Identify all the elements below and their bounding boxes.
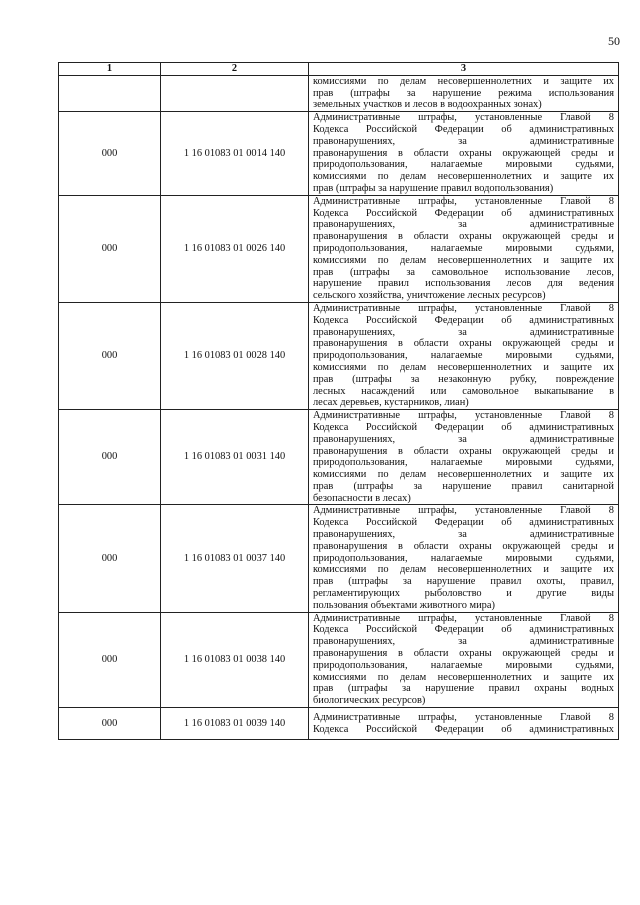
description-line: комиссиями по делам несовершеннолетних и защите их — [313, 254, 614, 266]
description-line: пользования объектами животного мира) — [313, 599, 495, 611]
header-col-3: 3 — [309, 63, 619, 76]
admin-code-cell: 000 — [59, 505, 161, 612]
budget-classification-code-cell: 1 16 01083 01 0031 140 — [161, 410, 309, 505]
description-line: Кодекса Российской Федерации об административных — [313, 517, 614, 529]
description-line: Кодекса Российской Федерации об административных — [313, 723, 614, 735]
admin-code-cell: 000 — [59, 708, 161, 740]
description-line: сельского хозяйства, уничтожение лесных ресурсов) — [313, 290, 546, 302]
description-cell — [309, 75, 619, 111]
admin-code-cell: 000 — [59, 612, 161, 707]
description-line: прав (штрафы за нарушение правил охоты, правил, — [313, 576, 614, 588]
table-row — [59, 195, 619, 302]
table-row — [59, 302, 619, 409]
description-line: лесах деревьев, кустарников, лиан) — [313, 397, 469, 409]
description-line: Административные штрафы, установленные Главой 8 — [313, 410, 614, 422]
description-cell — [309, 112, 619, 196]
table-row — [59, 505, 619, 612]
description-line: правонарушениях, за административные — [313, 219, 614, 231]
description-cell — [309, 302, 619, 409]
description-line: правонарушения в области охраны окружающей среды и — [313, 445, 614, 457]
table-row — [59, 112, 619, 196]
description-line: Административные штрафы, установленные Главой 8 — [313, 711, 614, 723]
budget-classification-code-cell: 1 16 01083 01 0037 140 — [161, 505, 309, 612]
description-line: прав (штрафы за незаконную рубку, повреждение — [313, 373, 614, 385]
description-line: прав (штрафы за нарушение правил охраны водных — [313, 683, 614, 695]
header-row — [59, 63, 619, 76]
admin-code-cell: 000 — [59, 410, 161, 505]
description-cell — [309, 195, 619, 302]
admin-code-cell: 000 — [59, 302, 161, 409]
table-row — [59, 612, 619, 707]
budget-classification-code-cell: 1 16 01083 01 0014 140 — [161, 112, 309, 196]
description-line: комиссиями по делам несовершеннолетних и защите их — [313, 171, 614, 183]
description-line: прав (штрафы за нарушение режима использования — [313, 87, 614, 99]
description-cell — [309, 708, 619, 740]
description-line: Кодекса Российской Федерации об административных — [313, 207, 614, 219]
continuation-row — [59, 75, 619, 111]
description-line: природопользования, налагаемые мировыми судьями, — [313, 552, 614, 564]
description-line: комиссиями по делам несовершеннолетних и защите их — [313, 469, 614, 481]
table-row — [59, 410, 619, 505]
description-line: регламентирующих рыболовство и другие виды — [313, 588, 614, 600]
page-number: 50 — [608, 34, 620, 48]
description-line: природопользования, налагаемые мировыми судьями, — [313, 659, 614, 671]
description-line: Кодекса Российской Федерации об административных — [313, 123, 614, 135]
description-line: природопользования, налагаемые мировыми судьями, — [313, 350, 614, 362]
description-line: комиссиями по делам несовершеннолетних и защите их — [313, 361, 614, 373]
description-line: правонарушениях, за административные — [313, 636, 614, 648]
description-line: лесных насаждений или самовольное выкапывание в — [313, 385, 614, 397]
budget-classification-code-cell: 1 16 01083 01 0039 140 — [161, 708, 309, 740]
description-line: Кодекса Российской Федерации об административных — [313, 314, 614, 326]
description-line: биологических ресурсов) — [313, 695, 426, 707]
description-line: природопользования, налагаемые мировыми судьями, — [313, 242, 614, 254]
budget-classification-code-cell: 1 16 01083 01 0026 140 — [161, 195, 309, 302]
description-line: Административные штрафы, установленные Главой 8 — [313, 195, 614, 207]
description-line: нарушение правил использования лесов для ведения — [313, 278, 614, 290]
description-line: правонарушения в области охраны окружающей среды и — [313, 338, 614, 350]
description-line: прав (штрафы за нарушение правил водопользования) — [313, 182, 554, 194]
description-line: прав (штрафы за самовольное использование лесов, — [313, 266, 614, 278]
admin-code-cell: 000 — [59, 112, 161, 196]
budget-classification-code-cell: 1 16 01083 01 0038 140 — [161, 612, 309, 707]
description-line: безопасности в лесах) — [313, 492, 411, 504]
description-line: правонарушениях, за административные — [313, 433, 614, 445]
description-line: природопользования, налагаемые мировыми судьями, — [313, 457, 614, 469]
code-cell — [161, 75, 309, 111]
description-line: Административные штрафы, установленные Главой 8 — [313, 505, 614, 517]
description-line: правонарушения в области охраны окружающей среды и — [313, 648, 614, 660]
budget-classification-code-cell: 1 16 01083 01 0028 140 — [161, 302, 309, 409]
description-line: комиссиями по делам несовершеннолетних и защите их — [313, 671, 614, 683]
description-line: правонарушениях, за административные — [313, 529, 614, 541]
description-line: комиссиями по делам несовершеннолетних и защите их — [313, 564, 614, 576]
description-line: правонарушения в области охраны окружающей среды и — [313, 231, 614, 243]
description-cell — [309, 410, 619, 505]
table-row — [59, 708, 619, 740]
description-line: правонарушениях, за административные — [313, 135, 614, 147]
description-line: комиссиями по делам несовершеннолетних и защите их — [313, 75, 614, 87]
header-col-2: 2 — [161, 63, 309, 76]
description-line: правонарушения в области охраны окружающей среды и — [313, 540, 614, 552]
description-line: Административные штрафы, установленные Главой 8 — [313, 612, 614, 624]
description-line: прав (штрафы за нарушение правил санитарной — [313, 480, 614, 492]
description-line: Кодекса Российской Федерации об административных — [313, 624, 614, 636]
revenue-codes-table — [58, 62, 619, 740]
description-line: правонарушениях, за административные — [313, 326, 614, 338]
description-line: Административные штрафы, установленные Главой 8 — [313, 112, 614, 124]
description-line: природопользования, налагаемые мировыми судьями, — [313, 159, 614, 171]
admin-code-cell: 000 — [59, 195, 161, 302]
description-line: Кодекса Российской Федерации об административных — [313, 421, 614, 433]
description-cell — [309, 612, 619, 707]
description-line: правонарушения в области охраны окружающей среды и — [313, 147, 614, 159]
description-cell — [309, 505, 619, 612]
admin-cell — [59, 75, 161, 111]
description-line: Административные штрафы, установленные Главой 8 — [313, 302, 614, 314]
header-col-1: 1 — [59, 63, 161, 76]
description-line: земельных участков и лесов в водоохранных зонах) — [313, 99, 542, 111]
